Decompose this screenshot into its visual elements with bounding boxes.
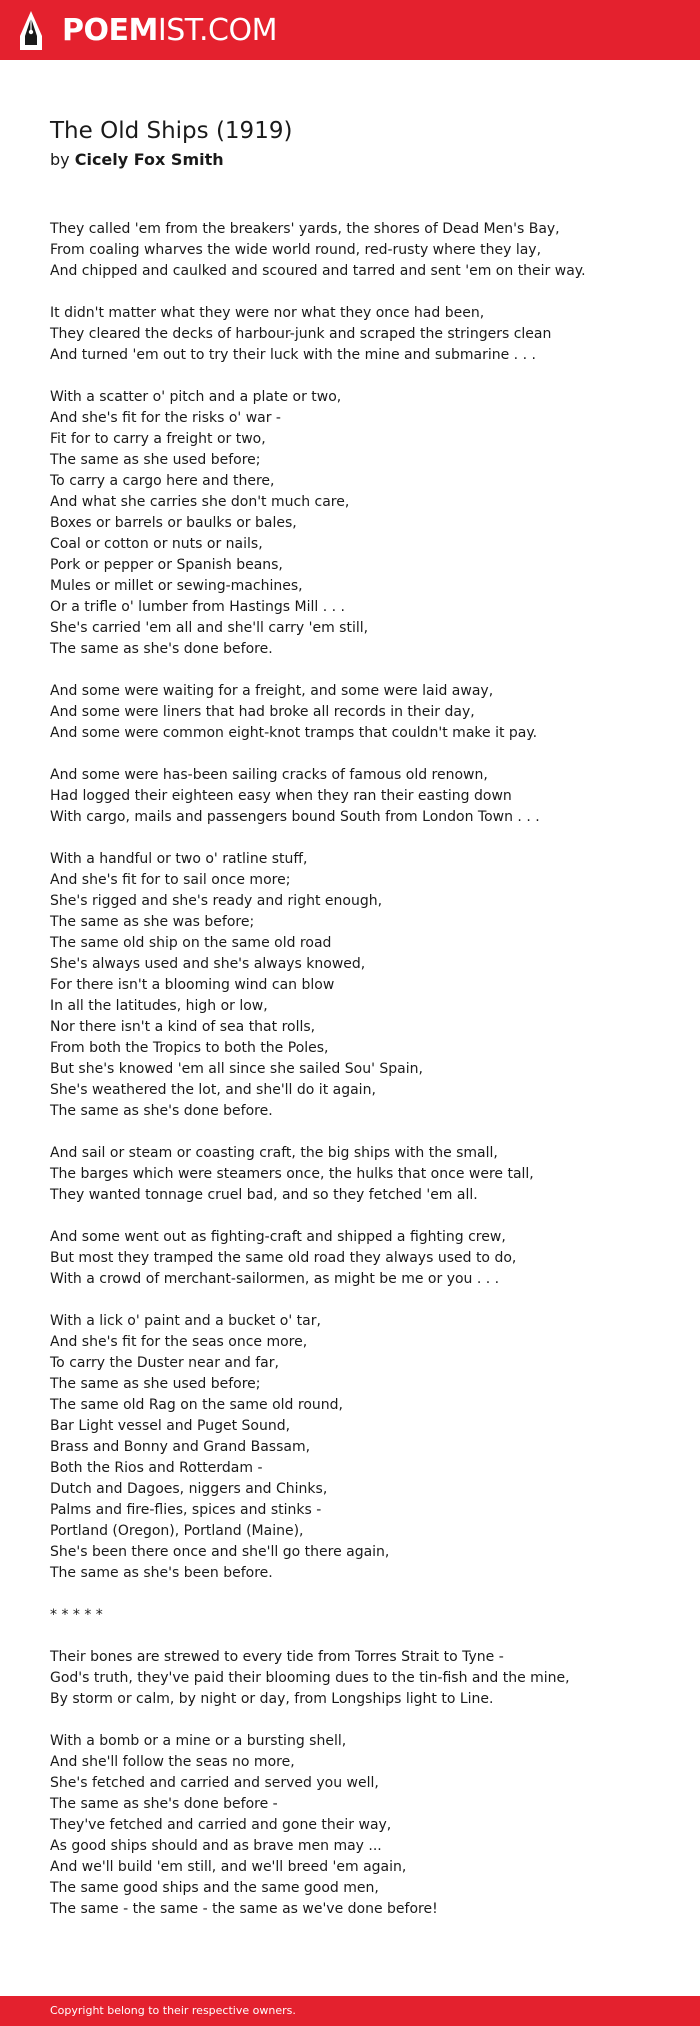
poem-line: And we'll build 'em still, and we'll breed 'em again,	[50, 1859, 407, 1875]
poem-line: To carry the Duster near and far,	[50, 1355, 279, 1371]
poem-line: She's been there once and she'll go there again,	[50, 1544, 390, 1560]
stanza	[50, 765, 670, 828]
poem-line: Their bones are strewed to every tide from Torres Strait to Tyne -	[50, 1649, 504, 1665]
poem-line: And she's fit for the risks o' war -	[50, 410, 281, 426]
poem-line: But she's knowed 'em all since she sailed Sou' Spain,	[50, 1061, 423, 1077]
stanza	[50, 303, 670, 366]
poem-line: Palms and fire-flies, spices and stinks -	[50, 1502, 322, 1518]
poem-line: And turned 'em out to try their luck with the mine and submarine . . .	[50, 347, 536, 363]
poem-line: With a bomb or a mine or a bursting shell,	[50, 1733, 347, 1749]
logo-bold-text: POEM	[62, 13, 158, 48]
poem-line: Brass and Bonny and Grand Bassam,	[50, 1439, 311, 1455]
poem-line: Coal or cotton or nuts or nails,	[50, 536, 263, 552]
poem-line: With a scatter o' pitch and a plate or two,	[50, 389, 342, 405]
poem-line: The same old ship on the same old road	[50, 935, 332, 951]
poem-line: And she's fit for to sail once more;	[50, 872, 291, 888]
poem-line: From both the Tropics to both the Poles,	[50, 1040, 329, 1056]
poem-line: They cleared the decks of harbour-junk and scraped the stringers clean	[50, 326, 552, 342]
by-label: by	[50, 150, 70, 169]
poem-line: In all the latitudes, high or low,	[50, 998, 268, 1014]
site-footer	[0, 1996, 700, 2026]
poem-line: The same as she's done before -	[50, 1796, 278, 1812]
poem-line: Had logged their eighteen easy when they ran their easting down	[50, 788, 512, 804]
poem-heading	[50, 116, 292, 170]
poem-body	[50, 219, 670, 1941]
poem-line: * * * * *	[50, 1607, 103, 1623]
byline	[50, 150, 292, 170]
author-name[interactable]: Cicely Fox Smith	[74, 150, 224, 169]
poem-line: And what she carries she don't much care,	[50, 494, 350, 510]
poem-line: The same - the same - the same as we've done before!	[50, 1901, 438, 1917]
stanza	[50, 1731, 670, 1920]
stanza	[50, 387, 670, 660]
poem-line: And sail or steam or coasting craft, the big ships with the small,	[50, 1145, 498, 1161]
poem-line: Portland (Oregon), Portland (Maine),	[50, 1523, 304, 1539]
poem-line: The same old Rag on the same old round,	[50, 1397, 343, 1413]
stanza	[50, 849, 670, 1122]
poem-line: Boxes or barrels or baulks or bales,	[50, 515, 297, 531]
poem-line: She's fetched and carried and served you well,	[50, 1775, 379, 1791]
poem-line: Nor there isn't a kind of sea that rolls,	[50, 1019, 316, 1035]
poem-line: They called 'em from the breakers' yards, the shores of Dead Men's Bay,	[50, 221, 560, 237]
stanza	[50, 681, 670, 744]
stanza	[50, 1605, 670, 1626]
poem-line: For there isn't a blooming wind can blow	[50, 977, 335, 993]
poem-line: Dutch and Dagoes, niggers and Chinks,	[50, 1481, 328, 1497]
poem-line: But most they tramped the same old road they always used to do,	[50, 1250, 517, 1266]
poem-line: With a lick o' paint and a bucket o' tar,	[50, 1313, 321, 1329]
poem-line: By storm or calm, by night or day, from Longships light to Line.	[50, 1691, 494, 1707]
poem-line: She's always used and she's always knowed,	[50, 956, 366, 972]
poem-line: With a crowd of merchant-sailormen, as might be me or you . . .	[50, 1271, 500, 1287]
poem-line: The same as she's done before.	[50, 1103, 273, 1119]
stanza	[50, 1143, 670, 1206]
poem-line: God's truth, they've paid their blooming dues to the tin-fish and the mine,	[50, 1670, 570, 1686]
poem-line: The same as she was before;	[50, 914, 255, 930]
poem-line: It didn't matter what they were nor what they once had been,	[50, 305, 485, 321]
poem-line: The barges which were steamers once, the hulks that once were tall,	[50, 1166, 534, 1182]
poem-line: And some were liners that had broke all records in their day,	[50, 704, 475, 720]
poem-line: And she'll follow the seas no more,	[50, 1754, 295, 1770]
poem-line: With cargo, mails and passengers bound South from London Town . . .	[50, 809, 540, 825]
poem-line: The same as she's been before.	[50, 1565, 273, 1581]
poem-line: And some went out as fighting-craft and shipped a fighting crew,	[50, 1229, 506, 1245]
poem-line: The same as she used before;	[50, 452, 261, 468]
poem-line: Both the Rios and Rotterdam -	[50, 1460, 263, 1476]
poem-line: Mules or millet or sewing-machines,	[50, 578, 303, 594]
poem-line: From coaling wharves the wide world round, red-rusty where they lay,	[50, 242, 542, 258]
poem-line: With a handful or two o' ratline stuff,	[50, 851, 308, 867]
poem-line: The same as she's done before.	[50, 641, 273, 657]
poem-line: Bar Light vessel and Puget Sound,	[50, 1418, 291, 1434]
poem-line: Pork or pepper or Spanish beans,	[50, 557, 283, 573]
copyright-notice: Copyright belong to their respective owners.	[50, 2004, 296, 2017]
site-logo[interactable]	[62, 14, 277, 48]
stanza	[50, 219, 670, 282]
poem-line: Or a trifle o' lumber from Hastings Mill . . .	[50, 599, 346, 615]
poem-line: And some were waiting for a freight, and some were laid away,	[50, 683, 494, 699]
poem-line: And some were common eight-knot tramps that couldn't make it pay.	[50, 725, 538, 741]
poem-line: She's carried 'em all and she'll carry 'em still,	[50, 620, 369, 636]
poem-line: She's rigged and she's ready and right enough,	[50, 893, 383, 909]
poem-line: And chipped and caulked and scoured and tarred and sent 'em on their way.	[50, 263, 586, 279]
site-header	[0, 0, 700, 60]
stanza	[50, 1227, 670, 1290]
poem-line: And she's fit for the seas once more,	[50, 1334, 308, 1350]
pen-nib-icon[interactable]	[18, 10, 44, 52]
stanza	[50, 1311, 670, 1584]
poem-line: They've fetched and carried and gone their way,	[50, 1817, 392, 1833]
poem-line: She's weathered the lot, and she'll do it again,	[50, 1082, 376, 1098]
poem-line: They wanted tonnage cruel bad, and so they fetched 'em all.	[50, 1187, 478, 1203]
poem-line: The same as she used before;	[50, 1376, 261, 1392]
poem-line: The same good ships and the same good men,	[50, 1880, 379, 1896]
poem-line: And some were has-been sailing cracks of famous old renown,	[50, 767, 488, 783]
poem-title: The Old Ships (1919)	[50, 118, 293, 144]
poem-line: To carry a cargo here and there,	[50, 473, 275, 489]
poem-line: Fit for to carry a freight or two,	[50, 431, 266, 447]
stanza	[50, 1647, 670, 1710]
logo-light-text: IST.COM	[157, 13, 277, 48]
poem-line: As good ships should and as brave men may ...	[50, 1838, 382, 1854]
